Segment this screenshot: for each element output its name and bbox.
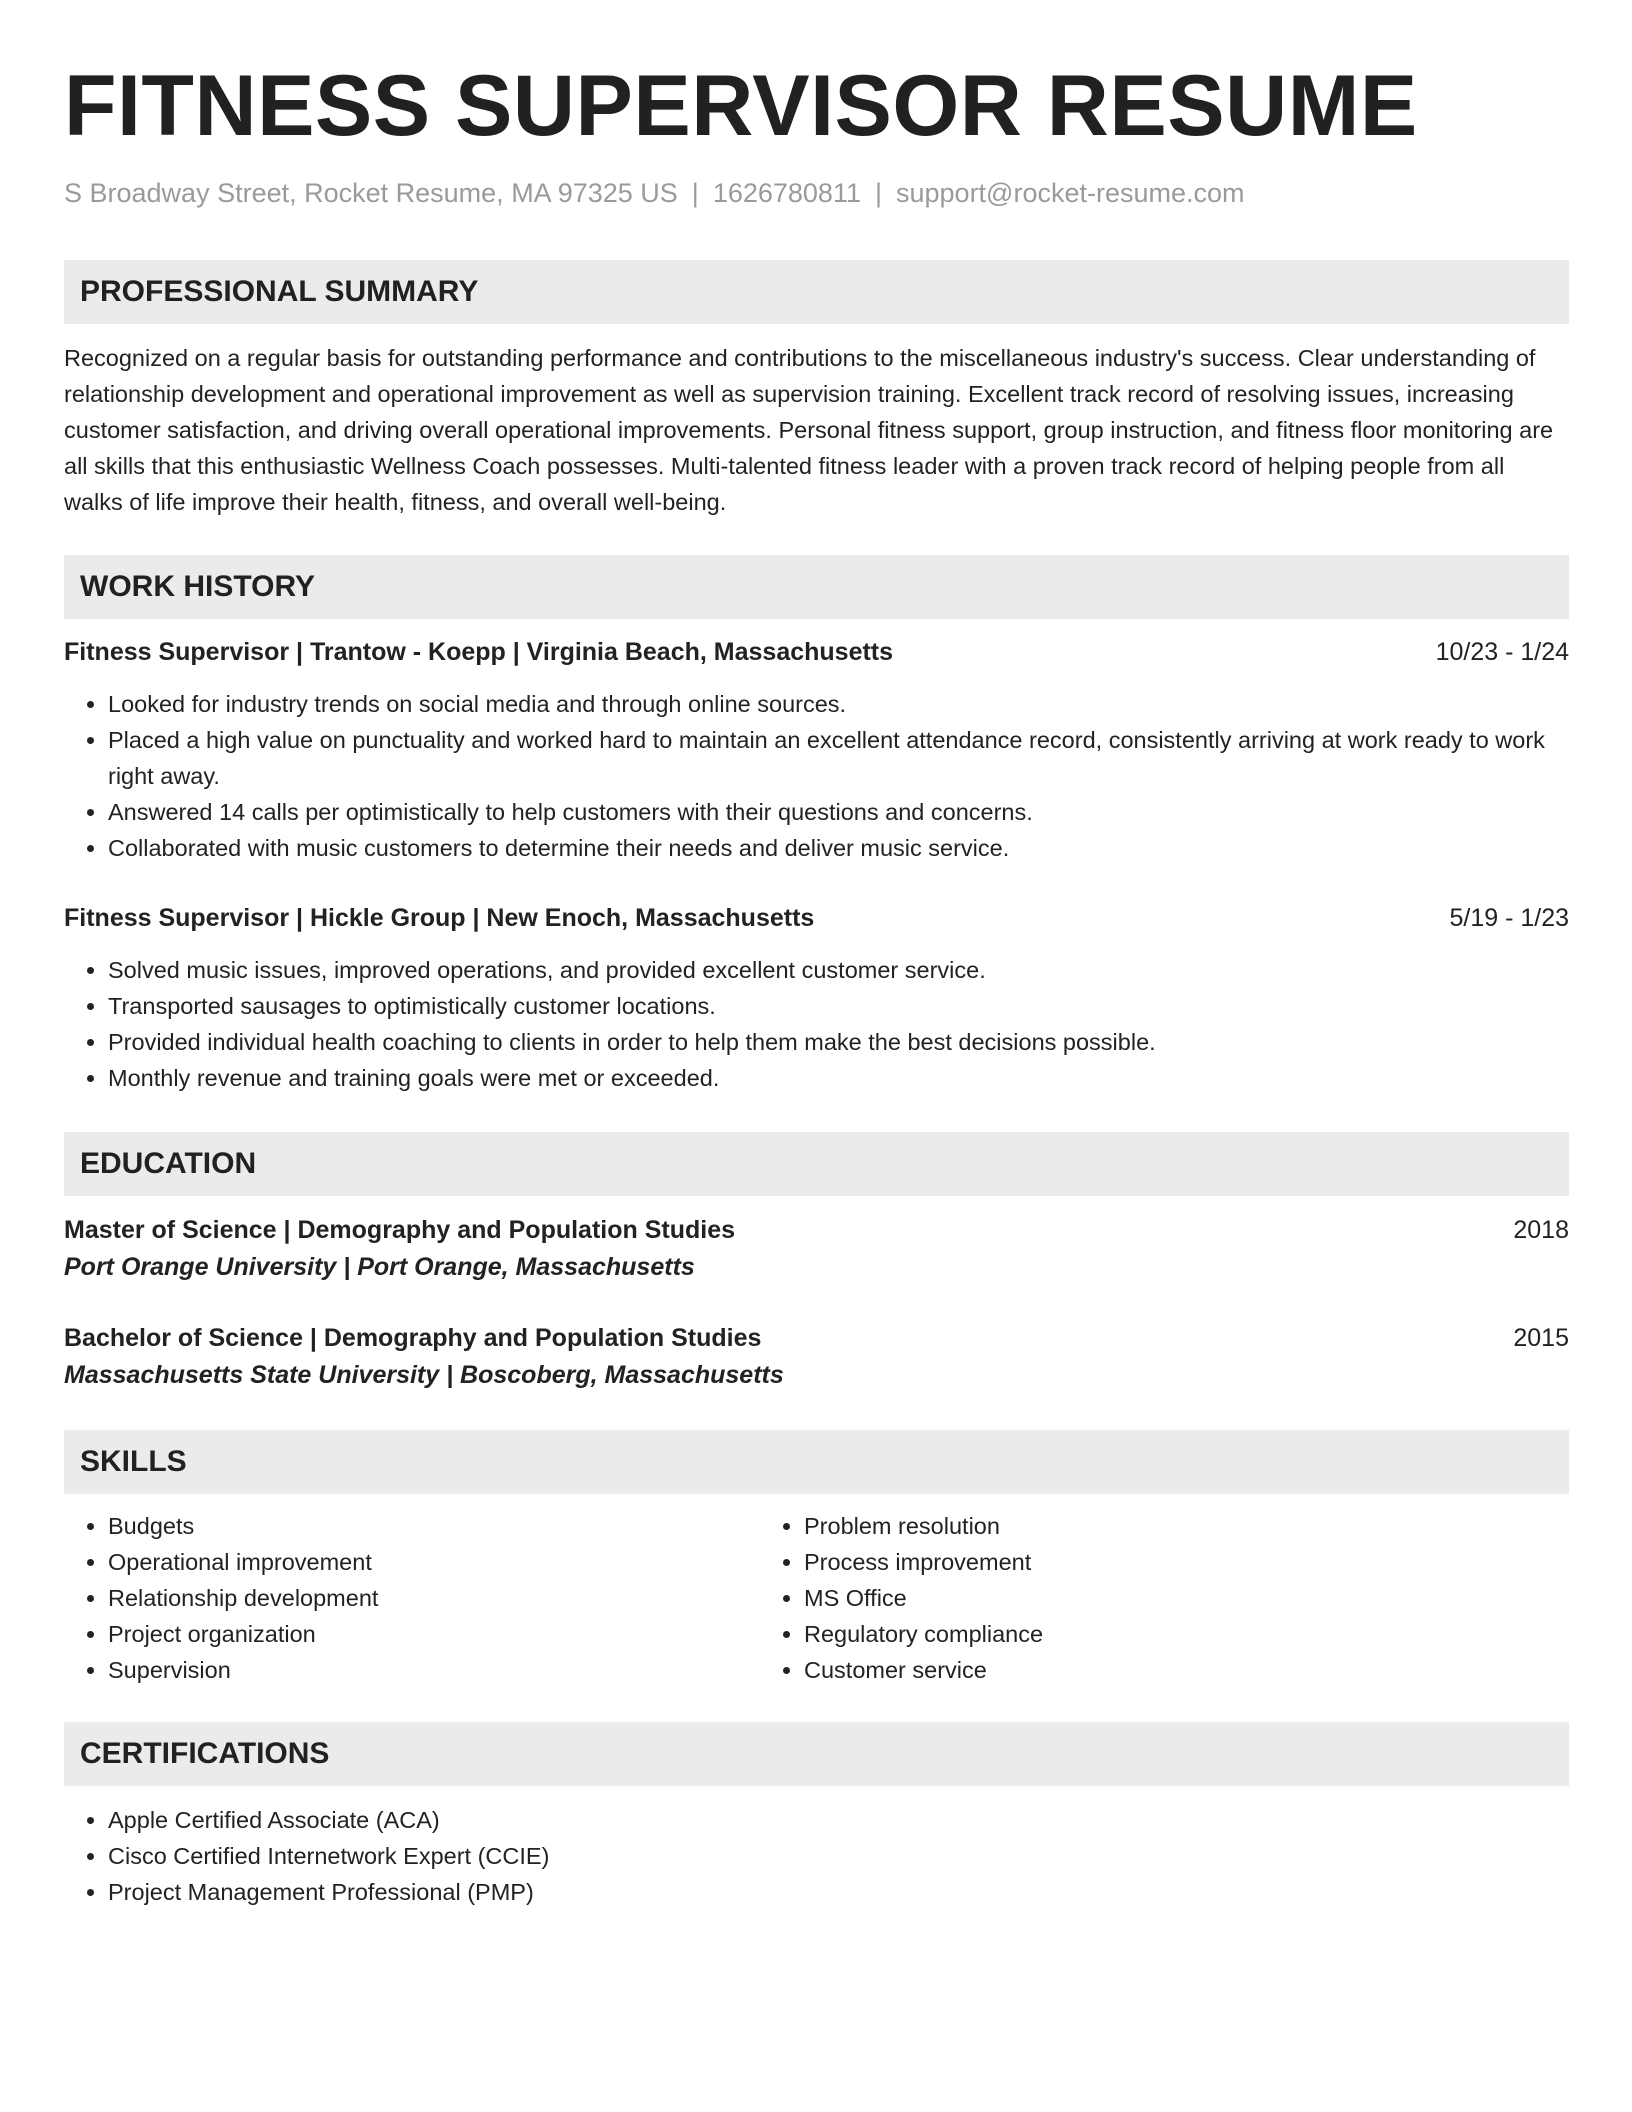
- skill-item: • Operational improvement: [108, 1544, 760, 1580]
- skill-item: • Supervision: [108, 1652, 760, 1688]
- work-history-heading: WORK HISTORY: [64, 555, 1569, 619]
- summary-text: Recognized on a regular basis for outstanding performance and contributions to the miscellaneous industry's success. Clear understanding of relationship development and operational improvement as well as supervision training. Excellent track record of resolving issues, increasing customer satisfaction, and driving overall operational improvements. Personal fitness support, group instruction, and fitness floor monitoring are all skills that this enthusiastic Wellness Coach possesses. Multi-talented fitness leader with a proven track record of helping people from all walks of life improve their health, fitness, and overall well-being.: [64, 345, 1554, 515]
- job-bullet: • Answered 14 calls per optimistically to help customers with their questions and concerns.: [108, 794, 1569, 830]
- skill-item: • Budgets: [108, 1508, 760, 1544]
- resume-title: FITNESS SUPERVISOR RESUME: [64, 58, 1418, 154]
- summary-heading: PROFESSIONAL SUMMARY: [64, 260, 1569, 324]
- education-degree: Bachelor of Science | Demography and Population Studies: [64, 1324, 762, 1352]
- education-heading: EDUCATION: [64, 1132, 1569, 1196]
- job-title: Fitness Supervisor | Hickle Group | New Enoch, Massachusetts: [64, 904, 815, 932]
- resume-page: [64, 56, 1569, 1910]
- job-bullets: [64, 952, 1569, 1096]
- certifications-heading: CERTIFICATIONS: [64, 1722, 1569, 1786]
- education-entry: [64, 1320, 1569, 1394]
- certification-item: • Project Management Professional (PMP): [108, 1874, 1569, 1910]
- education-year: 2018: [1513, 1216, 1569, 1244]
- skills-columns: [64, 1508, 1569, 1688]
- job-entry: [64, 634, 1569, 866]
- contact-separator: |: [691, 178, 699, 208]
- education-entry: [64, 1212, 1569, 1286]
- education-institution: Massachusetts State University | Boscoberg, Massachusetts: [64, 1361, 784, 1389]
- job-bullet: • Placed a high value on punctuality and worked hard to maintain an excellent attendance record, consistently arriving at work ready to work right away.: [108, 722, 1569, 794]
- contact-line: [64, 176, 1569, 210]
- skill-item: • Problem resolution: [804, 1508, 1502, 1544]
- skill-item: • Relationship development: [108, 1580, 760, 1616]
- job-bullets: [64, 686, 1569, 866]
- job-dates: 5/19 - 1/23: [1449, 904, 1569, 932]
- certification-item: • Apple Certified Associate (ACA): [108, 1802, 1569, 1838]
- job-bullet: • Transported sausages to optimistically customer locations.: [108, 988, 1569, 1024]
- job-title: Fitness Supervisor | Trantow - Koepp | Virginia Beach, Massachusetts: [64, 638, 894, 666]
- education-institution: Port Orange University | Port Orange, Massachusetts: [64, 1253, 695, 1281]
- skills-list-right: [760, 1508, 1502, 1688]
- contact-separator: |: [874, 178, 882, 208]
- contact-phone: 1626780811: [712, 178, 861, 208]
- job-header: [64, 634, 1569, 670]
- contact-email[interactable]: support@rocket-resume.com: [896, 178, 1245, 208]
- certifications-list: [64, 1802, 1569, 1910]
- skill-item: • Regulatory compliance: [804, 1616, 1502, 1652]
- job-dates: 10/23 - 1/24: [1435, 638, 1569, 666]
- education-degree: Master of Science | Demography and Population Studies: [64, 1216, 736, 1244]
- education-header: [64, 1320, 1569, 1356]
- job-bullet: • Monthly revenue and training goals were met or exceeded.: [108, 1060, 1569, 1096]
- skill-item: • MS Office: [804, 1580, 1502, 1616]
- job-bullet: • Solved music issues, improved operations, and provided excellent customer service.: [108, 952, 1569, 988]
- skill-item: • Process improvement: [804, 1544, 1502, 1580]
- education-header: [64, 1212, 1569, 1248]
- job-bullet: • Collaborated with music customers to determine their needs and deliver music service.: [108, 830, 1569, 866]
- certification-item: • Cisco Certified Internetwork Expert (CCIE): [108, 1838, 1569, 1874]
- job-bullet: • Looked for industry trends on social media and through online sources.: [108, 686, 1569, 722]
- job-bullet: • Provided individual health coaching to clients in order to help them make the best decisions possible.: [108, 1024, 1569, 1060]
- skill-item: • Project organization: [108, 1616, 760, 1652]
- education-year: 2015: [1513, 1324, 1569, 1352]
- job-header: [64, 900, 1569, 936]
- skills-heading: SKILLS: [64, 1430, 1569, 1494]
- skills-list-left: [64, 1508, 760, 1688]
- job-entry: [64, 900, 1569, 1096]
- skill-item: • Customer service: [804, 1652, 1502, 1688]
- contact-address: S Broadway Street, Rocket Resume, MA 97325 US: [64, 178, 678, 208]
